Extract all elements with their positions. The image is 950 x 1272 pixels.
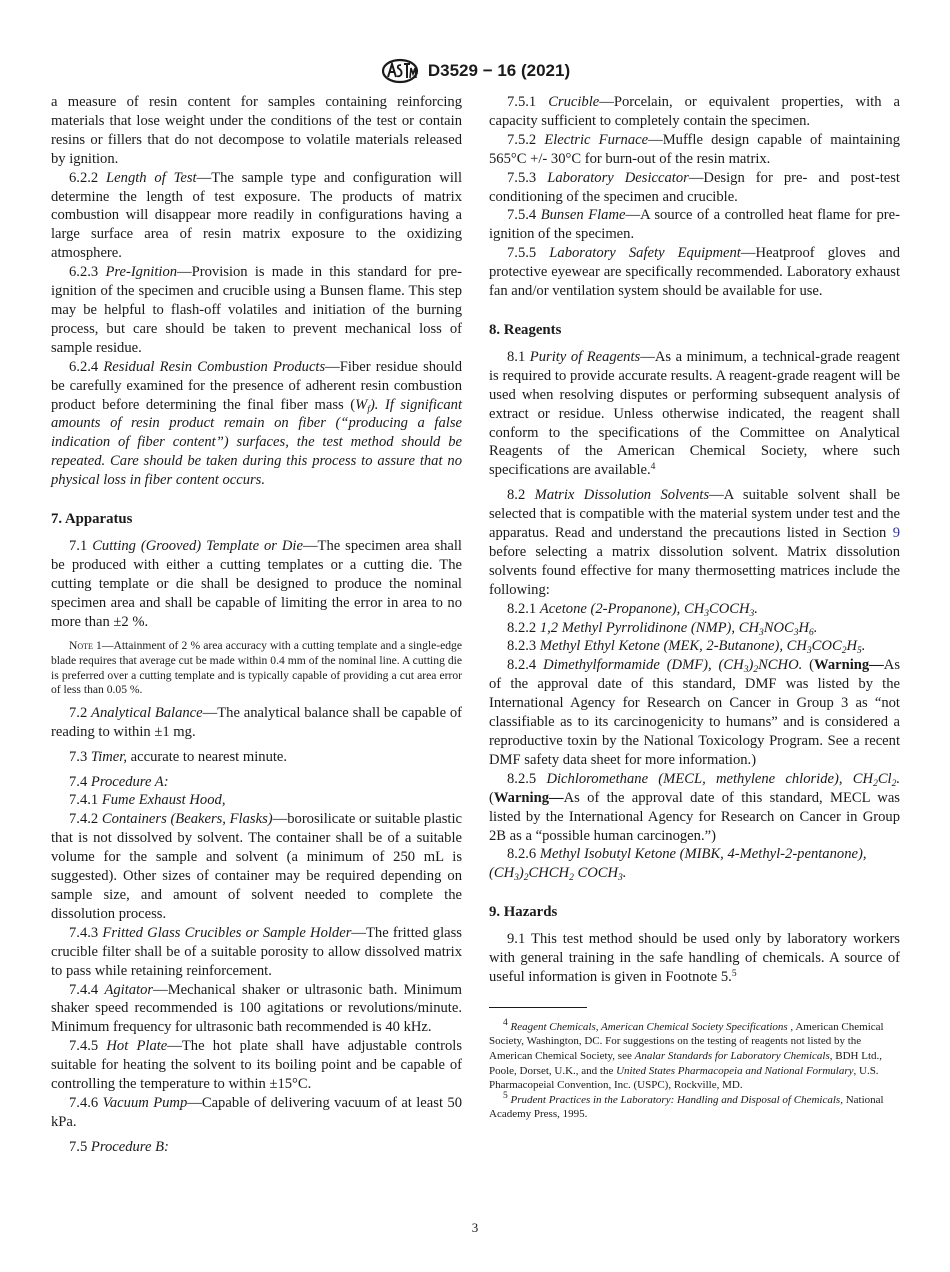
footnote-4: $^4$ Reagent Chemicals, American Chemical Society Specifications , American Chemical Society, Washington, DC. For suggestions on the testing of reagents not listed by the American Chemical Society, see Analar Standards for Laboratory Chemicals, BDH Ltd., Poole, Dorset, U.K., and the United States Pharmacopeia and National Formulary, U.S. Pharmacopeial Convention, Inc. (USPC), Rockville, MD. bbox=[489, 1017, 884, 1092]
footnote-ref: 5 bbox=[731, 968, 737, 979]
section-7-2: 7.2 Analytical Balance—The analytical balance shall be capable of reading to within ±1 mg. bbox=[51, 704, 462, 740]
section-heading-reagents: 8. Reagents bbox=[489, 321, 562, 338]
section-7-5-1: 7.5.1 Crucible—Porcelain, or equivalent properties, with a capacity sufficient to completely contain the specimen. bbox=[489, 94, 900, 129]
section-7-5-2: 7.5.2 Electric Furnace—Muffle design capable of maintaining 565°C +/- 30°C for burn-out of the resin matrix. bbox=[489, 131, 900, 167]
footnote-divider bbox=[489, 1007, 587, 1008]
section-6-2-3: 6.2.3 Pre-Ignition—Provision is made in this standard for pre-ignition of the specimen and crucible using a Bunsen flame. This step may be helpful to flash-off volatiles and initiation of the burning process, but care should be taken to prevent mechanical loss of sample residue. bbox=[51, 264, 462, 356]
section-heading-hazards: 9. Hazards bbox=[489, 904, 558, 921]
section-7-4-5: 7.4.5 Hot Plate—The hot plate shall have adjustable controls suitable for heating the solvent to its boiling point and be capable of controlling the temperature to within ±15°C. bbox=[51, 1038, 463, 1093]
page-header bbox=[0, 58, 950, 84]
section-7-4-6: 7.4.6 Vacuum Pump—Capable of delivering vacuum of at least 50 kPa. bbox=[51, 1094, 462, 1130]
section-7-5-3: 7.5.3 Laboratory Desiccator—Design for pre- and post-test conditioning of the specimen and crucible. bbox=[489, 169, 900, 205]
page-number: 3 bbox=[471, 1220, 479, 1235]
section-7-4-1: 7.4.1 Fume Exhaust Hood, bbox=[69, 792, 226, 809]
astm-logo-icon bbox=[380, 58, 420, 84]
section-9-1: 9.1 This test method should be used only by laboratory workers with general training in the safe handling of chemicals. A source of useful information is given in Footnote 5.$^5$ bbox=[489, 931, 900, 985]
section-8-2-5: 8.2.5 Dichloromethane (MECL, methylene chloride), $CH_2Cl_2$. (Warning—As of the approval date of this standard, MECL was listed by the International Agency for Research on Cancer in Group 2B as a “possible human carcinogen.”) bbox=[489, 770, 901, 844]
left-column bbox=[51, 93, 462, 1157]
section-8-2-3: 8.2.3 Methyl Ethyl Ketone (MEK, 2-Butanone), $CH_3COC_2H_5$. bbox=[507, 638, 866, 657]
section-7-5-5: 7.5.5 Laboratory Safety Equipment—Heatproof gloves and protective eyewear are specifically recommended. Laboratory exhaust fan and/or ventilation system should be available for use. bbox=[489, 245, 900, 300]
right-column bbox=[489, 93, 900, 1122]
section-7-4-4: 7.4.4 Agitator—Mechanical shaker or ultrasonic bath. Minimum shaker speed recommended is 100 agitations or revolutions/minute. Minimum frequency for ultrasonic bath recommended is 40 kHz. bbox=[51, 981, 462, 1036]
section-8-2-1: 8.2.1 Acetone (2-Propanone), $CH_3COCH_3$. bbox=[507, 600, 758, 619]
section-7-1: 7.1 Cutting (Grooved) Template or Die—The specimen area shall be produced with either a cutting templates or a cutting die. The cutting template or die shall be designed to produce the nominal specimen area and shall be capable of limiting the error in area to no more than ±2 %. bbox=[51, 537, 462, 630]
section-6-2-2: 6.2.2 Length of Test—The sample type and configuration will determine the length of test exposure. The products of matrix combustion will disappear more readily in configurations having a large surface area of resin matrix exposure to the oxidizing atmosphere. bbox=[51, 169, 462, 262]
section-8-1: 8.1 Purity of Reagents—As a minimum, a technical-grade reagent is required to provide accurate results. A reagent-grade reagent will be used when resolving disputes or performing subsequent analysis of extract or residue. Unless otherwise indicated, the reagent shall conform to the specifications of the Committee on Analytical Reagents of the American Chemical Society, where such specifications are available.$^4$ bbox=[489, 348, 900, 479]
section-heading-apparatus: 7. Apparatus bbox=[51, 511, 133, 528]
section-7-5: 7.5 Procedure B: bbox=[69, 1138, 169, 1155]
footnote-ref: 4 bbox=[650, 462, 656, 473]
document-designation: D3529 − 16 (2021) bbox=[427, 61, 571, 80]
section-9-link[interactable]: 9 bbox=[892, 525, 900, 542]
section-7-4-2: 7.4.2 Containers (Beakers, Flasks)—borosilicate or suitable plastic that is not dissolved by solvent. The container shall be of a suitable volume for the sample and solvent (a minimum of 250 mL is suggested). Other sizes of container may be required depending on sample size, and amount of solvent needed to complete the dissolution process. bbox=[51, 811, 463, 922]
note-1: Note 1—Attainment of 2 % area accuracy with a cutting template and a single-edge blade requires that average cut be made within 0.4 mm of the nominal line. A cutting die is preferred over a cutting template and is typically capable of providing a cut area error of less than 0.05 %. bbox=[51, 639, 462, 697]
section-8-2-4: 8.2.4 Dimethylformamide (DMF), $(CH_3)_2NCHO$. (Warning—As of the approval date of this standard, DMF was listed by the International Agency for Research on Cancer in Group 3 as “not classifiable as to its carcinogenicity to humans” and is considered a reproductive toxin by the National Toxicology Program. See a recent DMF safety data sheet for more information.) bbox=[489, 657, 900, 768]
section-7-5-4: 7.5.4 Bunsen Flame—A source of a controlled heat flame for pre-ignition of the specimen. bbox=[489, 207, 900, 243]
section-8-2-2: 8.2.2 1,2 Methyl Pyrrolidinone (NMP), $CH_3NOC_3H_6$. bbox=[507, 619, 818, 638]
section-7-4: 7.4 Procedure A: bbox=[69, 773, 169, 790]
section-8-2: 8.2 Matrix Dissolution Solvents—A suitable solvent shall be selected that is compatible with the material system under test and the apparatus. Read and understand the precautions listed in Section 9 before selecting a matrix dissolution solvent. Matrix dissolution solvents found effective for many thermosetting matrices include the following: bbox=[489, 487, 900, 598]
section-6-2-4: 6.2.4 Residual Resin Combustion Products—Fiber residue should be carefully examined for the presence of adherent resin combustion product before determining the final fiber mass $(W_f)$. If significant amounts of resin product remain on fiber (“producing a false indication of fiber content”) surfaces, the test method should be repeated. Care should be taken during this process to assure that no physical loss in fiber content occurs. bbox=[51, 358, 463, 489]
section-7-4-3: 7.4.3 Fritted Glass Crucibles or Sample Holder—The fritted glass crucible filter shall be of a suitable porosity to allow dissolved matrix to pass while retaining reinforcement. bbox=[51, 924, 462, 979]
section-8-2-6: 8.2.6 Methyl Isobutyl Ketone (MIBK, 4-Methyl-2-pentanone), $(CH_3)_2CHCH_2$ $COCH_3$. bbox=[489, 846, 867, 884]
section-7-3: 7.3 Timer, accurate to nearest minute. bbox=[69, 748, 288, 765]
paragraph: a measure of resin content for samples containing reinforcing materials that lose weight under the conditions of the test or contain resins or fillers that do not decompose to volatile materials released by ignition. bbox=[51, 94, 462, 167]
footnote-5: $^5$ Prudent Practices in the Laboratory: Handling and Disposal of Chemicals, National Academy Press, 1995. bbox=[489, 1090, 884, 1121]
